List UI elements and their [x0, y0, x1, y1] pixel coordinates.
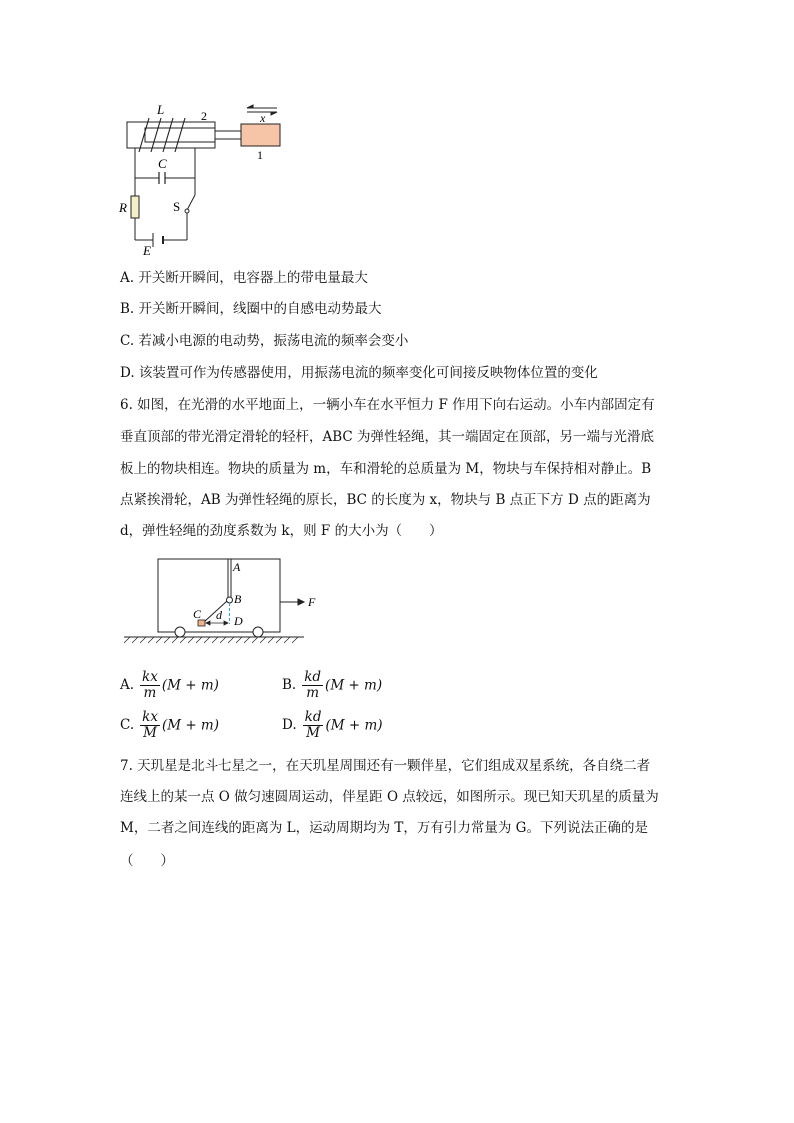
q6-text-line: 点紧挨滑轮，AB 为弹性轻绳的原长，BC 的长度为 x，物块与 B 点正下方 D 点的距离为	[120, 492, 651, 508]
q5-option-d: D. 该装置可作为传感器使用，用振荡电流的频率变化可间接反映物体位置的变化	[120, 365, 598, 381]
coil-windings	[139, 118, 185, 152]
q7-text-line: 7. 天玑星是北斗七星之一，在天玑星周围还有一颗伴星，它们组成双星系统，各自绕二者	[120, 758, 651, 774]
ground-hatching	[124, 637, 298, 643]
wheel-right	[253, 627, 263, 637]
q6-text-line: 板上的物块相连。物块的质量为 m，车和滑轮的总质量为 M，物块与车保持相对静止。B	[120, 461, 652, 477]
q6-option-d: D. $\frac{kd}{M}$ (M + m)	[282, 709, 383, 741]
pulley	[227, 597, 233, 603]
capacitor	[159, 172, 165, 184]
label-L: L	[157, 102, 165, 117]
q5-option-c: C. 若减小电源的电动势，振荡电流的频率会变小	[120, 333, 409, 349]
label-R: R	[119, 200, 127, 215]
label-E: E	[143, 243, 151, 258]
wheel-left	[175, 627, 185, 637]
force-arrow	[280, 599, 304, 605]
q7-text-line: 连线上的某一点 O 做匀速圆周运动，伴星距 O 点较远，如图所示。现已知天玑星的质量为	[120, 789, 659, 805]
connecting-rod	[215, 131, 241, 139]
object-block	[241, 124, 280, 146]
label-1: 1	[257, 148, 263, 162]
label-d: d	[216, 608, 222, 622]
label-S: S	[173, 199, 181, 214]
label-2: 2	[201, 109, 207, 123]
q5-option-a: A. 开关断开瞬间，电容器上的带电量最大	[120, 270, 368, 286]
cart-figure	[118, 552, 328, 644]
q7-text-line: M，二者之间连线的距离为 L，运动周期均为 T，万有引力常量为 G。下列说法正确的是	[120, 820, 648, 836]
battery	[153, 233, 163, 247]
label-B: B	[234, 592, 242, 606]
label-A: A	[233, 560, 241, 574]
q6-option-a: A. $\frac{kx}{m}$ (M + m)	[120, 669, 219, 701]
label-C: C	[158, 156, 167, 171]
switch-contact	[185, 209, 189, 213]
label-F: F	[308, 595, 316, 609]
q6-text-line: 6. 如图，在光滑的水平地面上，一辆小车在水平恒力 F 作用下向右运动。小车内部固定有	[120, 397, 655, 413]
resistor	[131, 196, 139, 218]
label-x: x	[260, 111, 266, 125]
q6-text-line: d，弹性轻绳的劲度系数为 k，则 F 的大小为（ ）	[120, 523, 443, 539]
label-C: C	[193, 607, 202, 621]
lc-circuit-figure	[115, 100, 295, 260]
q6-text-line: 垂直顶部的带光滑定滑轮的轻杆，ABC 为弹性轻绳，其一端固定在顶部，另一端与光滑底	[120, 429, 655, 445]
q6-option-c: C. $\frac{kx}{M}$ (M + m)	[120, 709, 219, 741]
q7-text-line: （ ）	[120, 853, 174, 869]
q6-option-b: B. $\frac{kd}{m}$ (M + m)	[282, 669, 383, 701]
label-D: D	[234, 614, 243, 628]
q5-option-b: B. 开关断开瞬间，线圈中的自感电动势最大	[120, 301, 382, 317]
